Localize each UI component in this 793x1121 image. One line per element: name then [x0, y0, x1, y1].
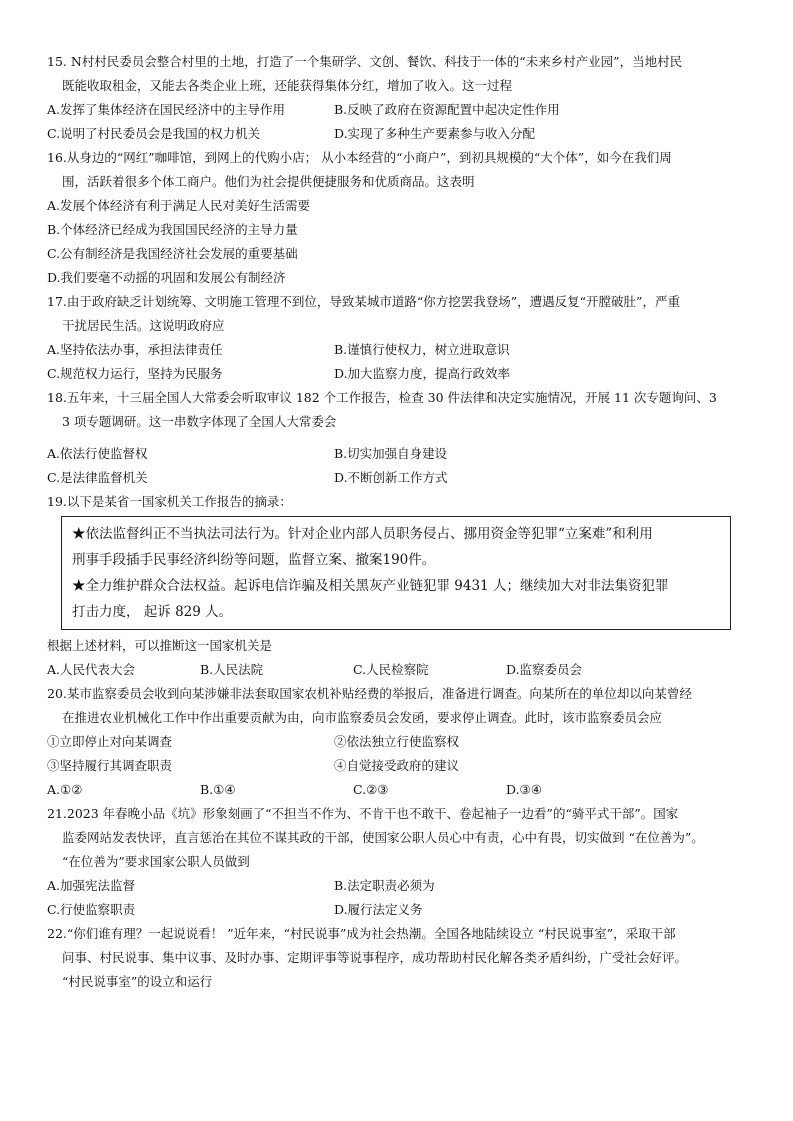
spacer [47, 434, 751, 442]
stem-line: 3 项专题调研。这一串数字体现了全国人大常委会 [62, 414, 337, 429]
option-d: D.我们要毫不动摇的巩固和发展公有制经济 [47, 270, 286, 285]
statement-2: ②依法独立行使监察权 [334, 734, 460, 749]
question-stem: 19.以下是某省一国家机关工作报告的摘录： [47, 494, 292, 509]
option-b: B.反映了政府在资源配置中起决定性作用 [334, 102, 560, 117]
option-c: C.②③ [353, 782, 389, 797]
statements [47, 730, 751, 778]
material-line: ★依法监督纠正不当执法司法行为。针对企业内部人员职务侵占、挪用资金等犯罪“立案难”和利用 [72, 526, 653, 542]
option-d: D.实现了多种生产要素参与收入分配 [334, 126, 536, 141]
question-22 [47, 922, 751, 994]
option-c: C.公有制经济是我国经济社会发展的重要基础 [47, 246, 298, 261]
question-17 [47, 290, 751, 386]
option-c: C.人民检察院 [353, 662, 429, 677]
stem-line: 20.某市监察委员会收到向某涉嫌非法套取国家农机补贴经费的举报后，准备进行调查。向某所在的单位却以向某曾经 [47, 686, 692, 701]
option-a: A.①② [47, 782, 83, 797]
stem-line: 既能收取租金，又能去各类企业上班，还能获得集体分红，增加了收入。这一过程 [62, 78, 513, 93]
option-d: D.履行法定义务 [334, 902, 423, 917]
option-b: B.①④ [200, 782, 236, 797]
question-stem [47, 682, 751, 730]
statement-1: ①立即停止对向某调查 [47, 734, 173, 749]
option-d: D.不断创新工作方式 [334, 470, 448, 485]
option-d: D.③④ [506, 782, 542, 797]
option-b: B.谨慎行使权力，树立进取意识 [334, 342, 510, 357]
option-b: B.切实加强自身建设 [334, 446, 448, 461]
stem-line: 21.2023 年春晚小品《坑》形象刻画了“不担当不作为、不肯干也不敢干、卷起袖子一边看”的“骑平式干部”。国家 [47, 806, 679, 821]
material-line: 打击力度， 起诉 829 人。 [72, 604, 233, 620]
options [47, 658, 751, 682]
stem-line: 16.从身边的“网红”咖啡馆，到网上的代购小店； 从小本经营的“小商户”，到初具规模的“大个体”，如今在我们周 [47, 150, 672, 165]
option-c: C.行使监察职责 [47, 902, 136, 917]
stem-line: 17.由于政府缺乏计划统筹、文明施工管理不到位，导致某城市道路“你方挖罢我登场”，遭遇反复“开膛破肚”，严重 [47, 294, 680, 309]
option-d: D.加大监察力度，提高行政效率 [334, 366, 511, 381]
option-b: B.人民法院 [200, 662, 264, 677]
options [47, 338, 751, 386]
option-c: C.说明了村民委员会是我国的权力机关 [47, 126, 261, 141]
option-b: B.个体经济已经成为我国国民经济的主导力量 [47, 222, 298, 237]
question-stem [47, 146, 751, 194]
material-line: 刑事手段插手民事经济纠纷等问题，监督立案、撤案190件。 [72, 552, 436, 568]
question-stem [47, 386, 751, 434]
option-d: D.监察委员会 [506, 662, 583, 677]
stem-line: 围，活跃着很多个体工商户。他们为社会提供便捷服务和优质商品。这表明 [62, 174, 475, 189]
question-stem [47, 802, 751, 874]
material-box [61, 516, 731, 630]
question-18 [47, 386, 751, 490]
option-a: A.发挥了集体经济在国民经济中的主导作用 [47, 102, 286, 117]
stem-line: “在位善为”要求国家公职人员做到 [62, 854, 250, 869]
options [47, 442, 751, 490]
option-a: A.发展个体经济有利于满足人民对美好生活需要 [47, 198, 311, 213]
stem-line: 22.“你们谁有理？一起说说看！ ”近年来，“村民说事”成为社会热潮。全国各地陆续设立 “村民说事室”，采取干部 [47, 926, 676, 941]
question-20 [47, 682, 751, 802]
stem-line: 18.五年来，十三届全国人大常委会听取审议 182 个工作报告，检查 30 件法律和决定实施情况，开展 11 次专题询问、3 [47, 390, 717, 405]
material-line: ★全力维护群众合法权益。起诉电信诈骗及相关黑灰产业链犯罪 9431 人；继续加大对非法集资犯罪 [72, 578, 669, 594]
option-c: C.是法律监督机关 [47, 470, 148, 485]
option-a: A.坚持依法办事，承担法律责任 [47, 342, 223, 357]
stem-line: 干扰居民生活。这说明政府应 [62, 318, 225, 333]
question-stem [47, 50, 751, 98]
options [47, 778, 751, 802]
options [47, 98, 751, 146]
option-a: A.加强宪法监督 [47, 878, 136, 893]
stem-line: 15. N村村民委员会整合村里的土地，打造了一个集研学、文创、餐饮、科技于一体的“未来乡村产业园”，当地村民 [47, 54, 683, 69]
options [47, 874, 751, 922]
stem-line: 在推进农业机械化工作中作出重要贡献为由，向市监察委员会发函，要求停止调查。此时，该市监察委员会应 [62, 710, 663, 725]
option-b: B.法定职责必须为 [334, 878, 435, 893]
question-stem [47, 290, 751, 338]
option-a: A.人民代表大会 [47, 662, 136, 677]
question-21 [47, 802, 751, 922]
option-a: A.依法行使监督权 [47, 446, 148, 461]
statement-3: ③坚持履行其调查职责 [47, 758, 173, 773]
option-c: C.规范权力运行，坚持为民服务 [47, 366, 223, 381]
stem-line: 监委网站发表快评，直言惩治在其位不谋其政的干部，使国家公职人员心中有责，心中有畏，切实做到 “在位善为”。 [62, 830, 704, 845]
stem-line: “村民说事室”的设立和运行 [62, 974, 213, 989]
question-19 [47, 490, 751, 682]
statement-4: ④自觉接受政府的建议 [334, 758, 460, 773]
question-stem [47, 922, 751, 994]
question-15 [47, 50, 751, 146]
options [47, 194, 751, 290]
question-16 [47, 146, 751, 290]
question-prompt: 根据上述材料，可以推断这一国家机关是 [47, 638, 273, 653]
stem-line: 问事、村民说事、集中议事、及时办事、定期评事等说事程序，成功帮助村民化解各类矛盾纠纷，广受社会好评。 [62, 950, 688, 965]
